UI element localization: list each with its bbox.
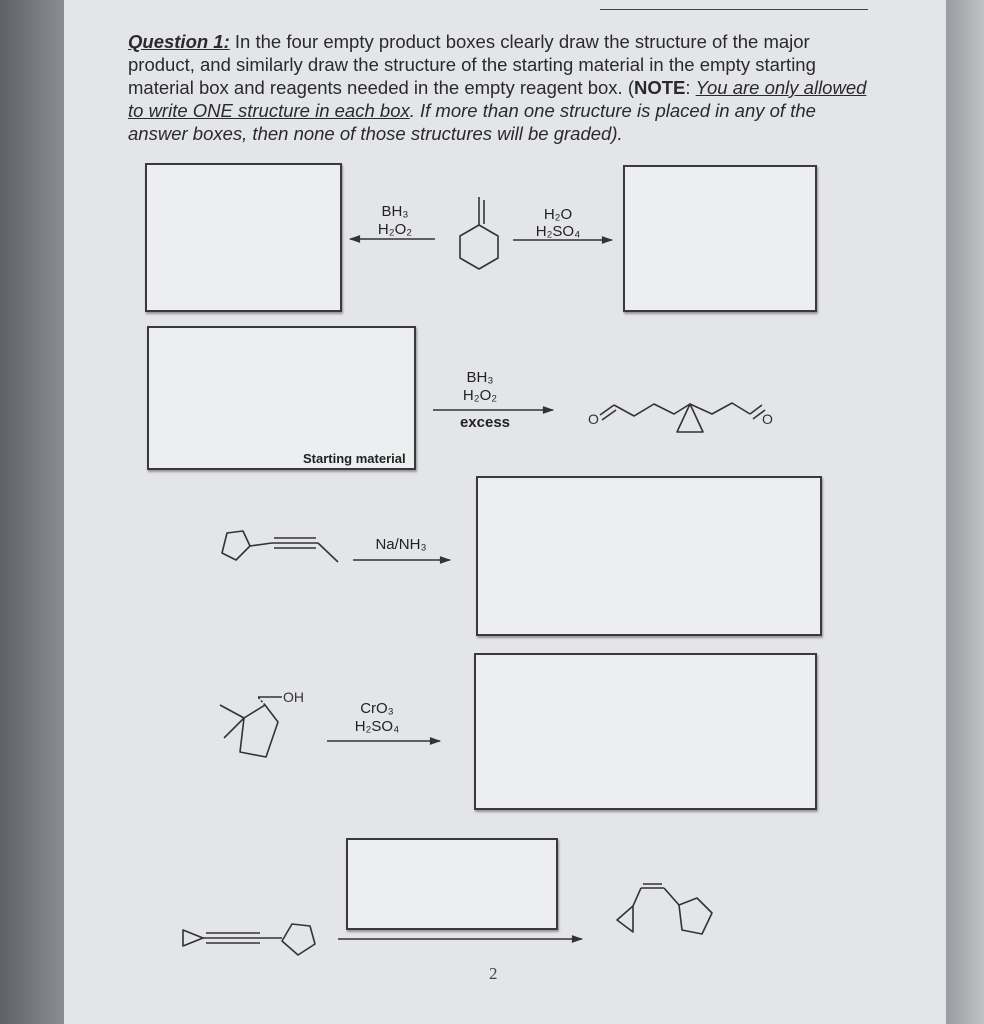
starting-material-label: Starting material — [303, 451, 406, 466]
reagent-h2o2-excess: H₂O₂ — [462, 387, 498, 404]
note-label: NOTE — [634, 77, 686, 98]
note-underlined: You are only allowed to write ONE structure in each box — [128, 77, 867, 121]
question-label: Question 1: — [128, 31, 230, 52]
aldehyde-oxygen-left: O — [588, 411, 599, 427]
reagent-h2o: H₂O — [543, 206, 573, 223]
reagent-cro3: CrO₃ — [360, 700, 394, 717]
reagent-excess-label: excess — [459, 414, 511, 431]
note-colon: : — [685, 77, 696, 98]
reagent-bh3-left: BH₃ — [381, 203, 409, 220]
question-body: In the four empty product boxes clearly draw the structure of the major product, and similarly draw the structure of the starting material in the empty starting material box and reagents needed in the empty reagent box. ( — [128, 31, 816, 98]
alkyne-reactant-structure — [183, 924, 315, 955]
dialdehyde-cyclopropane-structure — [600, 403, 765, 432]
page-number: 2 — [489, 964, 498, 983]
reagent-h2so4: H₂SO₄ — [354, 718, 400, 735]
hydroxyl-label: OH — [283, 689, 304, 705]
note-rest: . If more than one structure is placed in any of the answer boxes, then none of those structures will be graded). — [128, 100, 816, 144]
reagent-h2o2-left: H₂O₂ — [377, 221, 413, 238]
cyclopentanol-structure — [220, 697, 282, 757]
reagent-h2so4-right: H₂SO₄ — [535, 223, 581, 240]
reagent-na-nh3: Na/NH₃ — [375, 536, 427, 553]
aldehyde-oxygen-right: O — [762, 411, 773, 427]
reagent-bh3-excess: BH₃ — [466, 369, 494, 386]
alkene-product-structure — [617, 884, 712, 934]
methylenecyclohexane-structure — [460, 197, 498, 269]
cyclopentyl-butyne-structure — [222, 531, 338, 562]
